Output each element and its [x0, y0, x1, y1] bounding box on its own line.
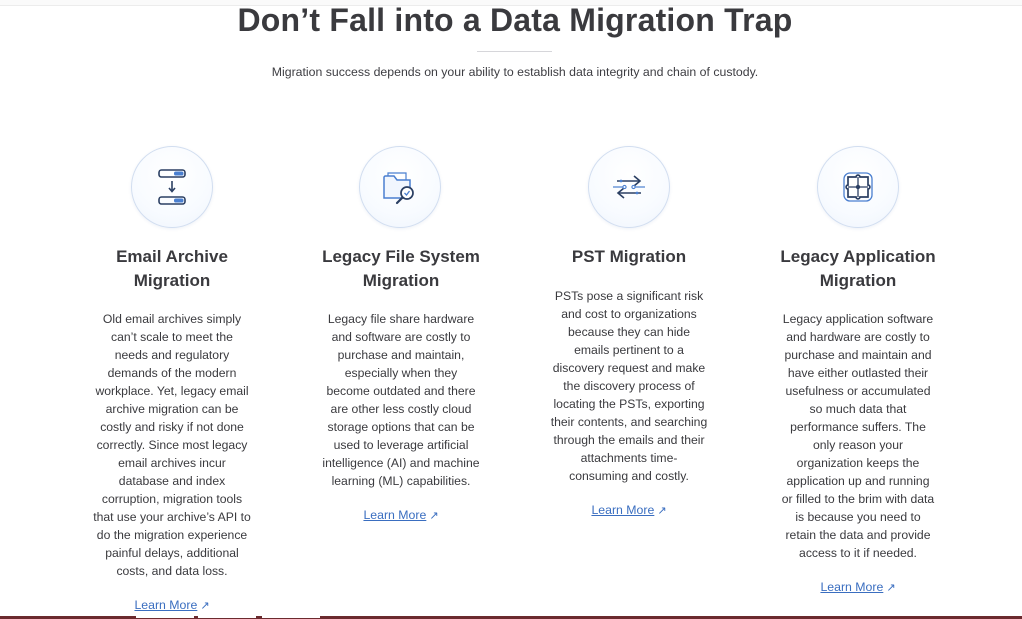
card-title	[313, 245, 489, 293]
text-line: are other less costly cloud	[330, 402, 472, 416]
card-description	[541, 287, 717, 485]
card-pst-migration	[541, 0, 717, 619]
card-legacy-file-system-migration	[313, 0, 489, 619]
text-line: and cost to organizations	[561, 307, 697, 321]
text-line: Legacy application software	[782, 312, 934, 326]
bottom-bar-gap	[198, 616, 256, 618]
text-line: used to leverage artificial	[333, 438, 469, 452]
text-line: retain the data and provide	[785, 528, 931, 542]
icon-badge	[817, 146, 899, 228]
text-line: only reason your	[812, 438, 904, 452]
text-line: corruption, migration tools	[101, 492, 243, 506]
text-line: have either outlasted their	[787, 366, 929, 380]
card-description	[770, 310, 946, 562]
card-title-line: Legacy Application	[780, 247, 936, 266]
text-line: can’t scale to meet the	[111, 330, 233, 344]
learn-more-label: Learn More	[134, 598, 198, 612]
text-line: access to it if needed.	[799, 546, 917, 560]
text-line: because they can hide	[568, 325, 690, 339]
learn-more-label: Learn More	[591, 503, 655, 517]
text-line: do the migration experience	[96, 528, 248, 542]
text-line: learning (ML) capabilities.	[331, 474, 471, 488]
text-line: become outdated and there	[326, 384, 476, 398]
bottom-bar-gap	[136, 616, 194, 618]
text-line: their contents, and searching	[550, 415, 708, 429]
learn-more-link[interactable]	[770, 578, 946, 597]
external-arrow-icon: ↗	[886, 582, 896, 594]
card-title-line: Migration	[133, 271, 211, 290]
card-title-line: Migration	[819, 271, 897, 290]
external-arrow-icon: ↗	[657, 505, 667, 517]
text-line: archive migration can be	[105, 402, 239, 416]
text-line: intelligence (AI) and machine	[322, 456, 480, 470]
card-title	[541, 245, 717, 269]
bottom-bar-gap	[262, 616, 320, 618]
page-title: Don’t Fall into a Data Migration Trap	[237, 2, 793, 38]
card-title-line: Email Archive	[116, 247, 228, 266]
text-line: email archives incur	[118, 456, 226, 470]
card-description	[84, 310, 260, 580]
text-line: discovery request and make	[552, 361, 706, 375]
text-line: emails pertinent to a	[574, 343, 684, 357]
text-line: that use your archive’s API to	[93, 510, 251, 524]
card-email-archive-migration	[84, 0, 260, 619]
icon-badge	[131, 146, 213, 228]
text-line: organization keeps the	[796, 456, 920, 470]
card-description	[313, 310, 489, 490]
text-line: so much data that	[809, 402, 907, 416]
external-arrow-icon: ↗	[200, 600, 210, 612]
text-line: especially when they	[344, 366, 458, 380]
text-line: database and index	[118, 474, 226, 488]
text-line: Old email archives simply	[102, 312, 242, 326]
text-line: needs and regulatory	[114, 348, 230, 362]
text-line: correctly. Since most legacy	[96, 438, 248, 452]
card-title-line: PST Migration	[571, 247, 687, 266]
text-line: the discovery process of	[563, 379, 695, 393]
card-title-line: Legacy File System	[322, 247, 480, 266]
text-line: demands of the modern	[107, 366, 237, 380]
card-legacy-application-migration	[770, 0, 946, 619]
learn-more-link[interactable]	[541, 501, 717, 520]
card-title	[770, 245, 946, 293]
learn-more-label: Learn More	[363, 508, 427, 522]
text-line: workplace. Yet, legacy email	[95, 384, 249, 398]
learn-more-label: Learn More	[820, 580, 884, 594]
learn-more-link[interactable]	[84, 596, 260, 615]
text-line: purchase and maintain and	[784, 348, 932, 362]
text-line: storage options that can be	[327, 420, 475, 434]
text-line: locating the PSTs, exporting	[553, 397, 705, 411]
card-title-line: Migration	[362, 271, 440, 290]
icon-badge	[588, 146, 670, 228]
text-line: costly and risky if not done	[100, 420, 244, 434]
text-line: usefulness or accumulated	[785, 384, 931, 398]
text-line: consuming and costly.	[569, 469, 689, 483]
text-line: PSTs pose a significant risk	[554, 289, 704, 303]
text-line: application up and running	[786, 474, 930, 488]
text-line: and software are costly to	[331, 330, 471, 344]
text-line: attachments time-	[580, 451, 678, 465]
text-line: through the emails and their	[553, 433, 705, 447]
text-line: is because you need to	[795, 510, 921, 524]
page-subtitle: Migration success depends on your ability to establish data integrity and chain of custody.	[271, 65, 759, 79]
card-title	[84, 245, 260, 293]
text-line: painful delays, additional	[105, 546, 239, 560]
text-line: purchase and maintain,	[337, 348, 465, 362]
text-line: performance suffers. The	[790, 420, 926, 434]
text-line: and hardware are costly to	[786, 330, 930, 344]
text-line: or filled to the brim with data	[781, 492, 935, 506]
icon-badge	[359, 146, 441, 228]
learn-more-link[interactable]	[313, 506, 489, 525]
text-line: Legacy file share hardware	[327, 312, 475, 326]
external-arrow-icon: ↗	[429, 510, 439, 522]
text-line: costs, and data loss.	[116, 564, 228, 578]
